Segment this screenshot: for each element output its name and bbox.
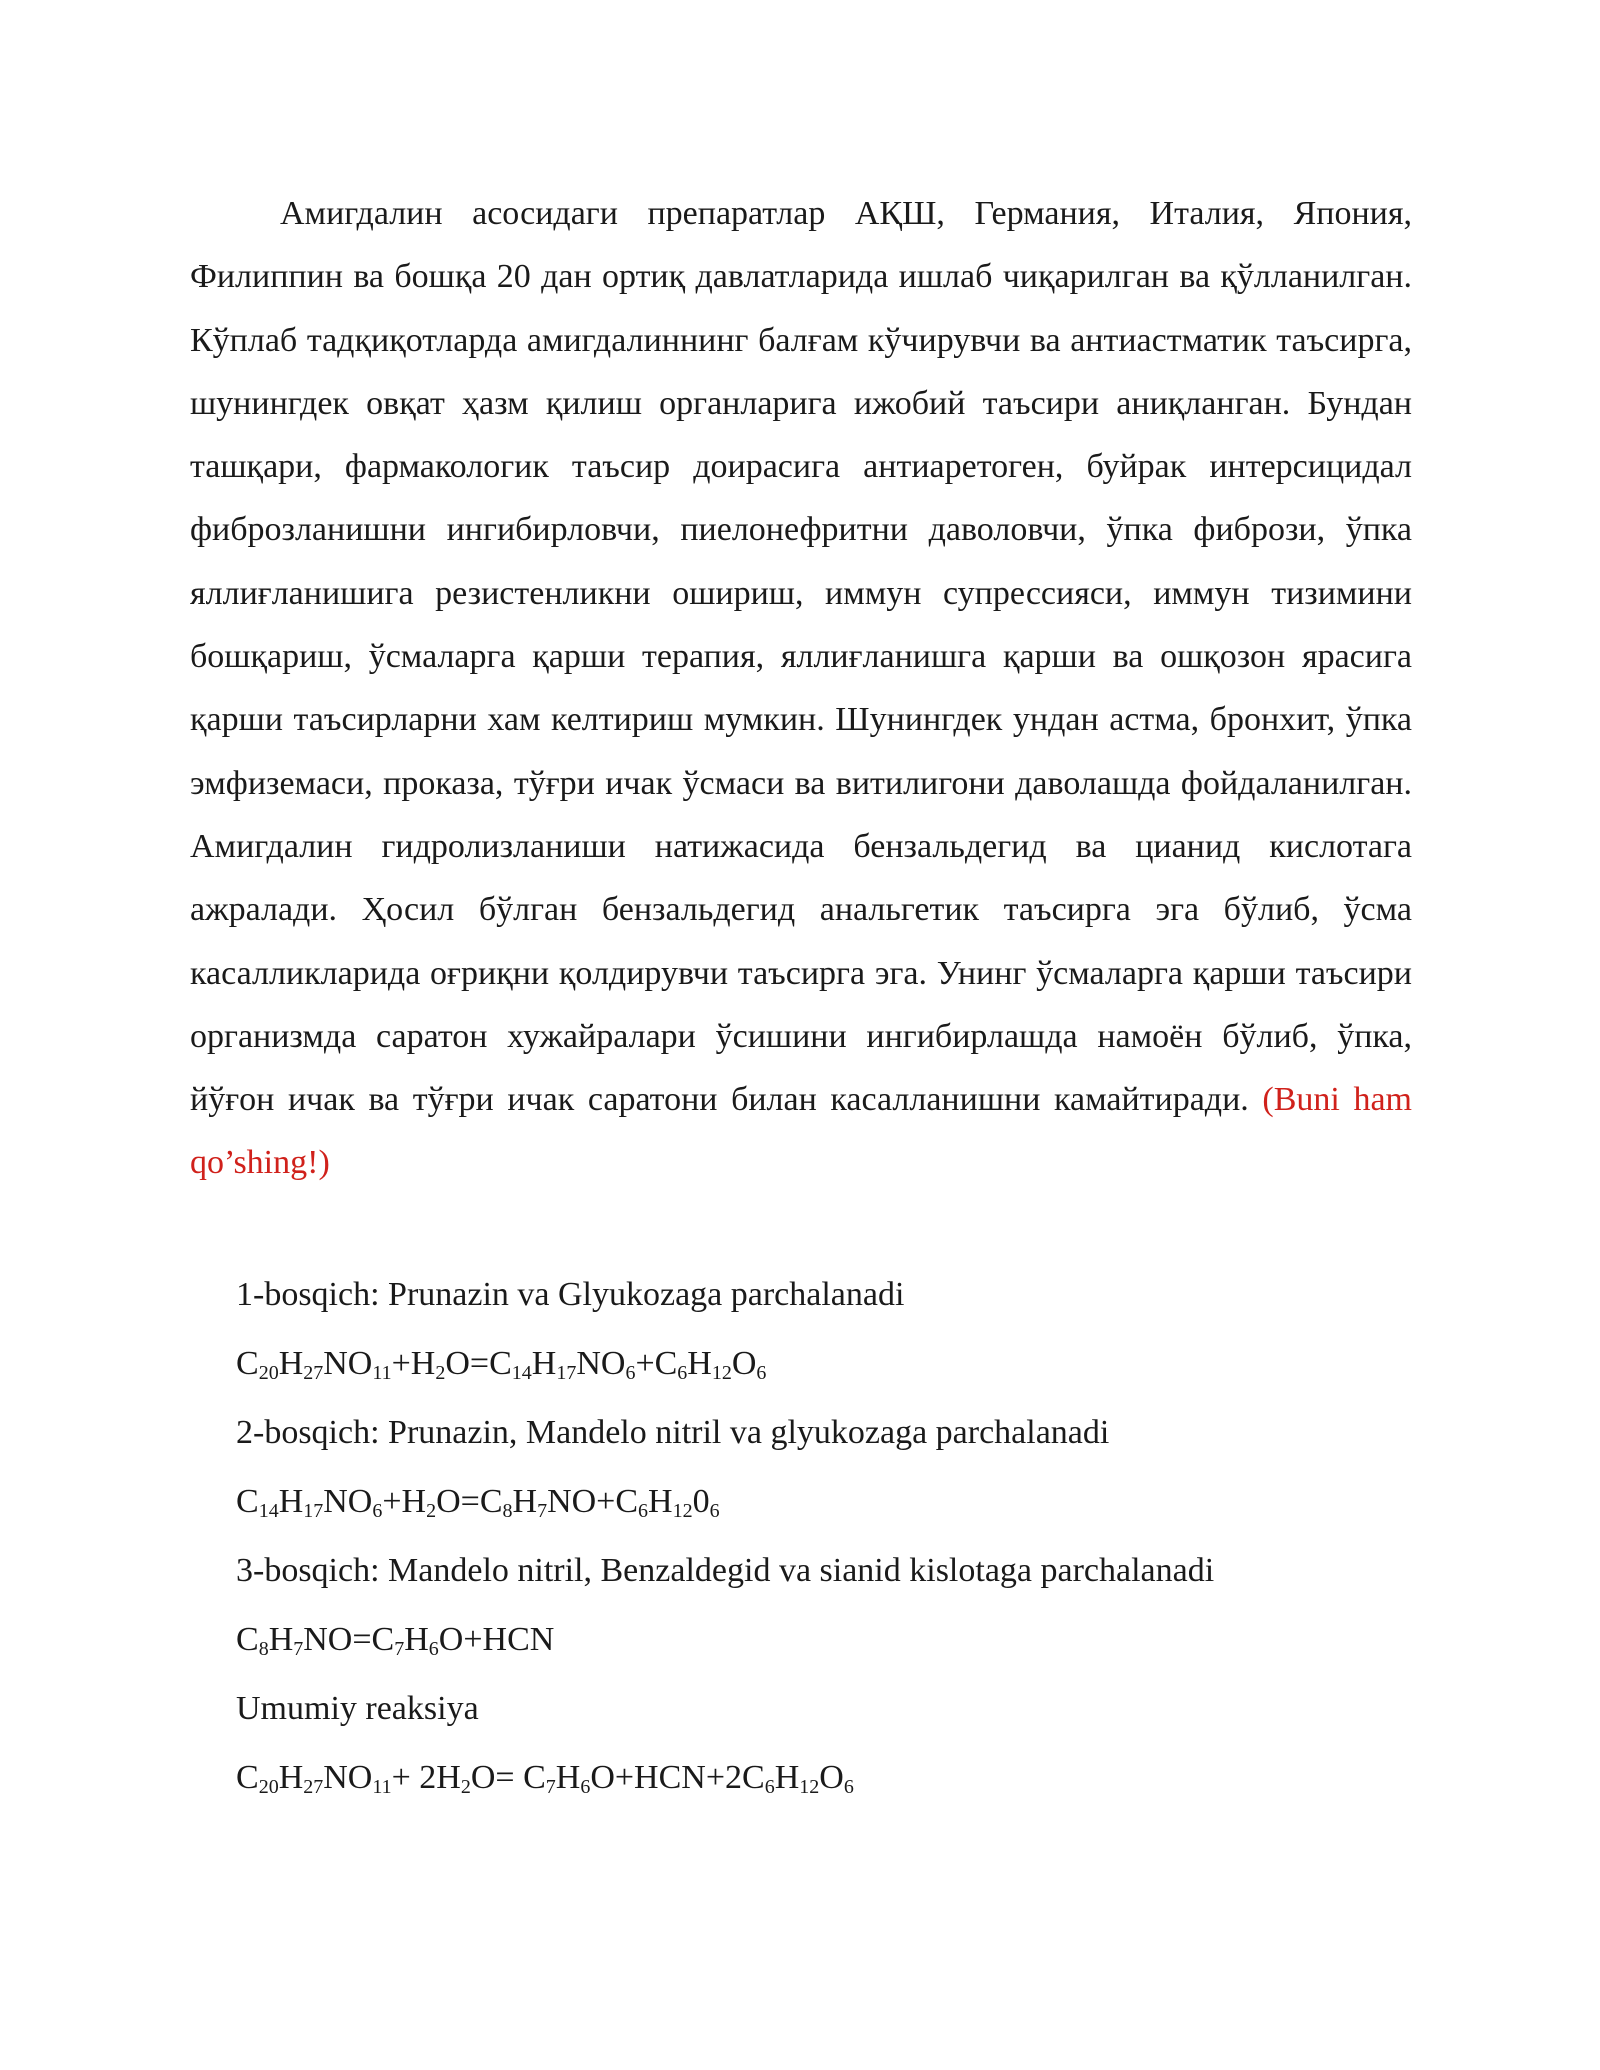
equation-term: +H [391,1345,436,1382]
equation-subscript: 6 [580,1776,591,1798]
equation-term: O [731,1345,757,1382]
equation-subscript: 7 [293,1638,304,1660]
equation-term: H [531,1345,557,1382]
equation-subscript: 14 [258,1500,279,1522]
equation-term: NO [323,1483,373,1520]
equation-term: C [236,1483,259,1520]
equation-term: O+HCN [438,1621,555,1658]
equation-term: O [819,1759,844,1796]
equation-subscript: 8 [502,1500,513,1522]
equation-subscript: 8 [258,1638,269,1660]
equation-term: NO [576,1345,626,1382]
equation-subscript: 20 [258,1776,279,1798]
equation-subscript: 6 [372,1500,383,1522]
equation-subscript: 12 [672,1500,693,1522]
reviewer-note: (Buni ham qo’shing!) [190,1081,1413,1182]
equation-subscript: 6 [625,1362,636,1384]
equation-term: H [404,1621,429,1658]
equation-subscript: 12 [711,1362,732,1384]
equation-term: H [268,1621,294,1658]
total-reaction-label: Umumiy reaksiya [236,1690,479,1727]
equation-subscript: 2 [426,1500,437,1522]
equation-subscript: 7 [537,1500,548,1522]
equation-subscript: 27 [303,1362,324,1384]
equation-subscript: 2 [435,1362,446,1384]
equation-term: NO [323,1345,373,1382]
equation-subscript: 11 [372,1362,392,1384]
equation-term: C [236,1345,259,1382]
equation-term: O=C [445,1345,512,1382]
equation-term: O+HCN+2C [590,1759,765,1796]
equation-term: H [278,1483,304,1520]
equation-subscript: 6 [638,1500,649,1522]
equation-subscript: 11 [372,1776,392,1798]
equation-term: O=C [436,1483,503,1520]
equation-subscript: 17 [303,1500,324,1522]
step-1-label: 1-bosqich: Prunazin va Glyukozaga parchalanadi [236,1276,905,1313]
equation-term: H [648,1483,673,1520]
equation-term: NO=C [303,1621,395,1658]
equation-term: + 2H [391,1759,461,1796]
main-paragraph [190,182,1412,1195]
equation-subscript: 6 [709,1500,720,1522]
equation-term: O= C [470,1759,546,1796]
equation-term: C [236,1759,259,1796]
equation-subscript: 6 [428,1638,439,1660]
equation-subscript: 7 [394,1638,405,1660]
equation-subscript: 2 [460,1776,471,1798]
equation-subscript: 20 [258,1362,279,1384]
paragraph-text: Амигдалин асосидаги препаратлар АҚШ, Германия, Италия, Япония, Филиппин ва бошқа 20 дан ортиқ давлатларида ишлаб чиқарилган ва қўлланилган. Кўплаб тадқиқотларда амигдалиннинг балғам кўчирувчи ва антиастматик таъсирга, шунингдек овқат ҳазм қилиш органларига ижобий таъсири аниқланган. Бундан ташқари, фармакологик таъсир доирасига антиаретоген, буйрак интерсицидал фиброзланишни ингибирловчи, пиелонефритни даволовчи, ўпка фибрози, ўпка яллиғланишига резистенликни ошириш, иммун супрессияси, иммун тизимини бошқариш, ўсмаларга қарши терапия, яллиғланишга қарши ва ошқозон ярасига қарши таъсирларни хам келтириш мумкин. Шунингдек ундан астма, бронхит, ўпка эмфиземаси, проказа, тўғри ичак ўсмаси ва витилигони даволашда фойдаланилган. Амигдалин гидролизланиши натижасида бензальдегид ва цианид кислотага ажралади. Ҳосил бўлган бензальдегид анальгетик таъсирга эга бўлиб, ўсма касалликларида оғриқни қолдирувчи таъсирга эга. Унинг ўсмаларга қарши таъсири организмда саратон хужайралари ўсишини ингибирлашда намоён бўлиб, ўпка, йўғон ичак ва тўғри ичак саратони билан касалланишни камайтиради. [190,195,1412,1119]
step-3-label: 3-bosqich: Mandelo nitril, Benzaldegid va sianid kislotaga parchalanadi [236,1552,1215,1589]
equation-term: H [512,1483,538,1520]
equation-term: +H [382,1483,427,1520]
equation-term: H [774,1759,800,1796]
equation-term: NO+C [547,1483,639,1520]
step-2-label: 2-bosqich: Prunazin, Mandelo nitril va glyukozaga parchalanadi [236,1414,1110,1451]
step-3-equation [236,1620,554,1660]
equation-term: NO [323,1759,373,1796]
equation-term: C [236,1621,259,1658]
equation-subscript: 12 [799,1776,820,1798]
equation-subscript: 17 [556,1362,577,1384]
equation-term: 0 [692,1483,710,1520]
equation-subscript: 6 [843,1776,854,1798]
total-reaction-equation [236,1758,854,1798]
step-2-equation [236,1482,720,1522]
equation-subscript: 7 [545,1776,556,1798]
equation-term: +C [635,1345,678,1382]
step-1-equation [236,1344,766,1384]
equation-subscript: 14 [511,1362,532,1384]
equation-term: H [278,1759,304,1796]
equation-subscript: 27 [303,1776,324,1798]
equation-term: H [278,1345,304,1382]
equation-term: H [555,1759,581,1796]
equation-subscript: 6 [756,1362,767,1384]
equation-term: H [687,1345,712,1382]
equation-subscript: 6 [677,1362,688,1384]
equation-subscript: 6 [764,1776,775,1798]
